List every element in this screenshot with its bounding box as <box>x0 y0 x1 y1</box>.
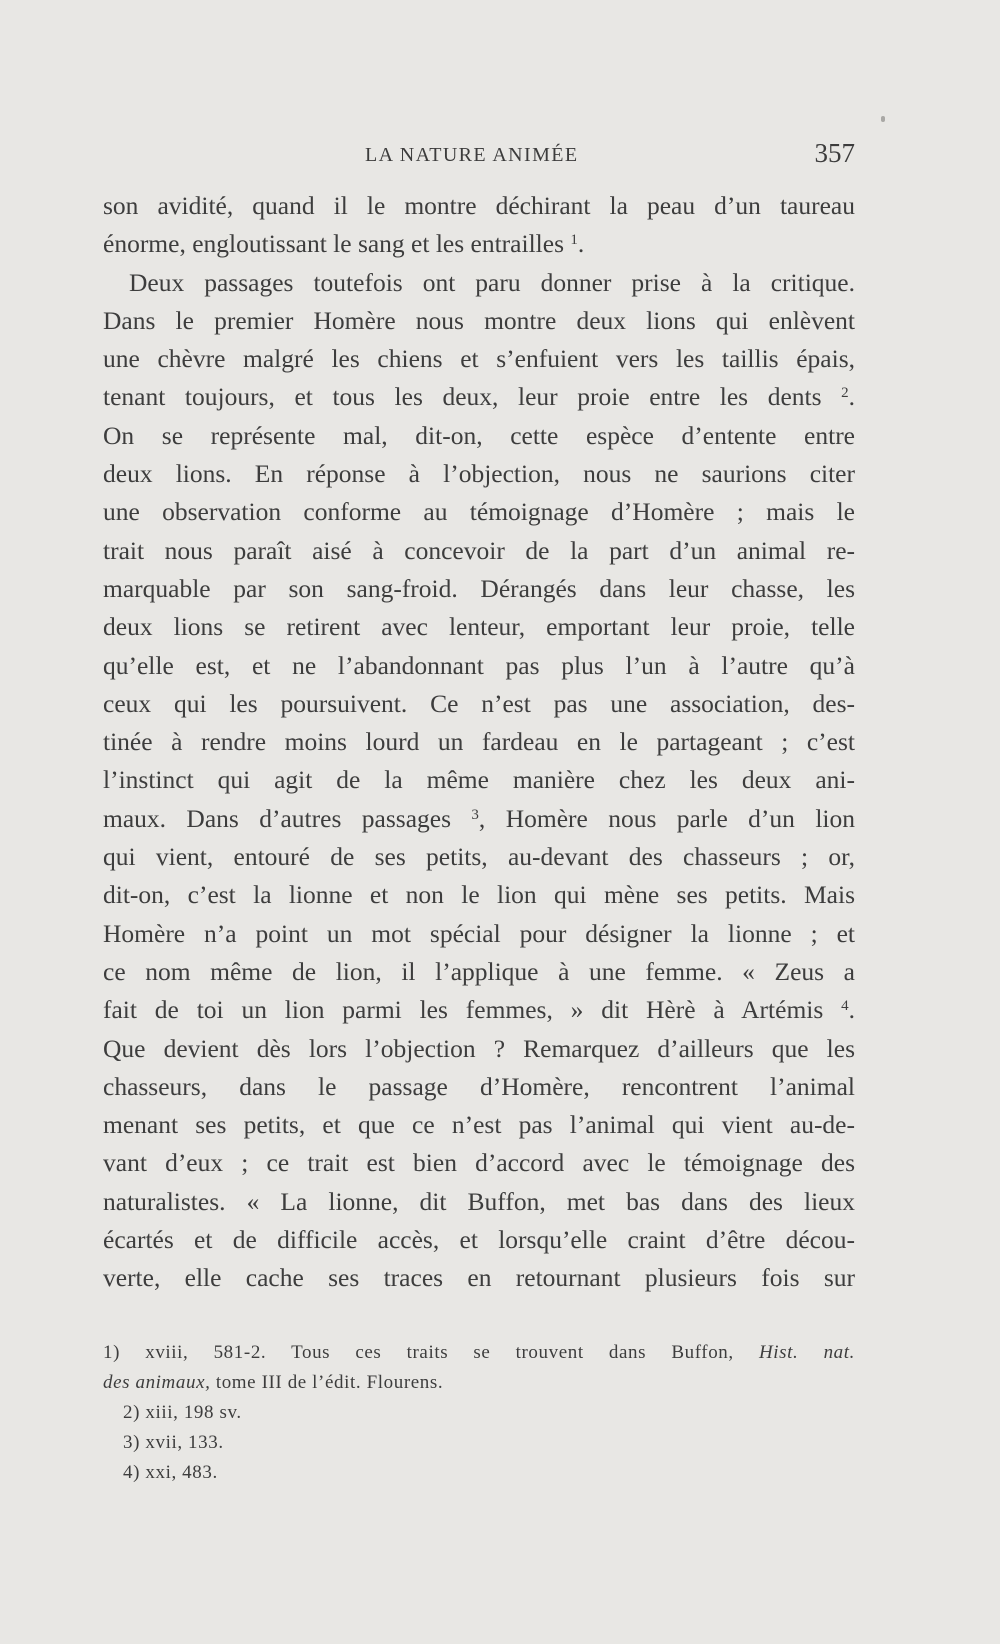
text-line: une observation conforme au témoignage d’Homère ; mais le <box>103 497 855 527</box>
text-line: qui vient, entouré de ses petits, au-devant des chasseurs ; or, <box>103 842 855 872</box>
text-line: Que devient dès lors l’objection ? Remarquez d’ailleurs que les <box>103 1033 855 1063</box>
footnote-3: 3) xvii, 133. <box>123 1432 224 1453</box>
text-line: Dans le premier Homère nous montre deux lions qui enlèvent <box>103 305 855 335</box>
text-line: énorme, engloutissant le sang et les entrailles $^1$. <box>103 229 585 259</box>
text-line: tinée à rendre moins lourd un fardeau en le partageant ; c’est <box>103 727 855 757</box>
text-line: écartés et de difficile accès, et lorsqu’elle craint d’être décou- <box>103 1225 855 1255</box>
text-line: naturalistes. « La lionne, dit Buffon, met bas dans des lieux <box>103 1186 855 1216</box>
text-line: ce nom même de lion, il l’applique à une femme. « Zeus a <box>103 956 855 986</box>
running-head: LA NATURE ANIMÉE <box>365 144 579 166</box>
text-line: ceux qui les poursuivent. Ce n’est pas une association, des- <box>103 688 855 718</box>
text-line: On se représente mal, dit-on, cette espèce d’entente entre <box>103 420 855 450</box>
body-text <box>103 187 855 1298</box>
text-line: deux lions se retirent avec lenteur, emportant leur proie, telle <box>103 612 855 642</box>
text-line: qu’elle est, et ne l’abandonnant pas plus l’un à l’autre qu’à <box>103 650 855 680</box>
text-line: tenant toujours, et tous les deux, leur proie entre les dents $^2$. <box>103 382 855 412</box>
page-header <box>103 138 855 178</box>
text-line: marquable par son sang-froid. Dérangés dans leur chasse, les <box>103 573 855 603</box>
footnotes <box>103 1338 855 1488</box>
text-line: son avidité, quand il le montre déchirant la peau d’un taureau <box>103 191 855 220</box>
text-line: menant ses petits, et que ce n’est pas l’animal qui vient au-de- <box>103 1110 855 1140</box>
text-line: vant d’eux ; ce trait est bien d’accord avec le témoignage des <box>103 1148 855 1178</box>
text-line: dit-on, c’est la lionne et non le lion qui mène ses petits. Mais <box>103 880 855 910</box>
footnote-ref: 1 <box>570 232 578 249</box>
text-line: une chèvre malgré les chiens et s’enfuient vers les taillis épais, <box>103 344 855 374</box>
footnote-1: 1) xviii, 581-2. Tous ces traits se trouvent dans Buffon, Hist. nat. <box>103 1342 855 1363</box>
footnote-ref: 2 <box>841 385 849 402</box>
text-line: fait de toi un lion parmi les femmes, » dit Hèrè à Artémis $^4$. <box>103 995 855 1025</box>
text-line: chasseurs, dans le passage d’Homère, rencontrent l’animal <box>103 1071 855 1101</box>
text-line: verte, elle cache ses traces en retournant plusieurs fois sur <box>103 1263 855 1293</box>
paper-speck <box>881 116 885 122</box>
footnote-2: 2) xiii, 198 sv. <box>123 1402 242 1423</box>
footnote-ref: 4 <box>841 998 849 1015</box>
text-line: Deux passages toutefois ont paru donner prise à la critique. <box>129 267 855 297</box>
footnote-4: 4) xxi, 483. <box>123 1462 218 1483</box>
text-line: l’instinct qui agit de la même manière chez les deux ani- <box>103 765 855 795</box>
text-line: trait nous paraît aisé à concevoir de la part d’un animal re- <box>103 535 855 565</box>
page-number: 357 <box>814 138 855 168</box>
text-line: Homère n’a point un mot spécial pour désigner la lionne ; et <box>103 918 855 948</box>
footnote-ref: 3 <box>471 806 479 823</box>
footnote-1-continued: des animaux, tome III de l’édit. Flourens. <box>103 1372 444 1393</box>
text-line: deux lions. En réponse à l’objection, nous ne saurions citer <box>103 459 855 489</box>
text-line: maux. Dans d’autres passages $^3$, Homère nous parle d’un lion <box>103 803 855 833</box>
